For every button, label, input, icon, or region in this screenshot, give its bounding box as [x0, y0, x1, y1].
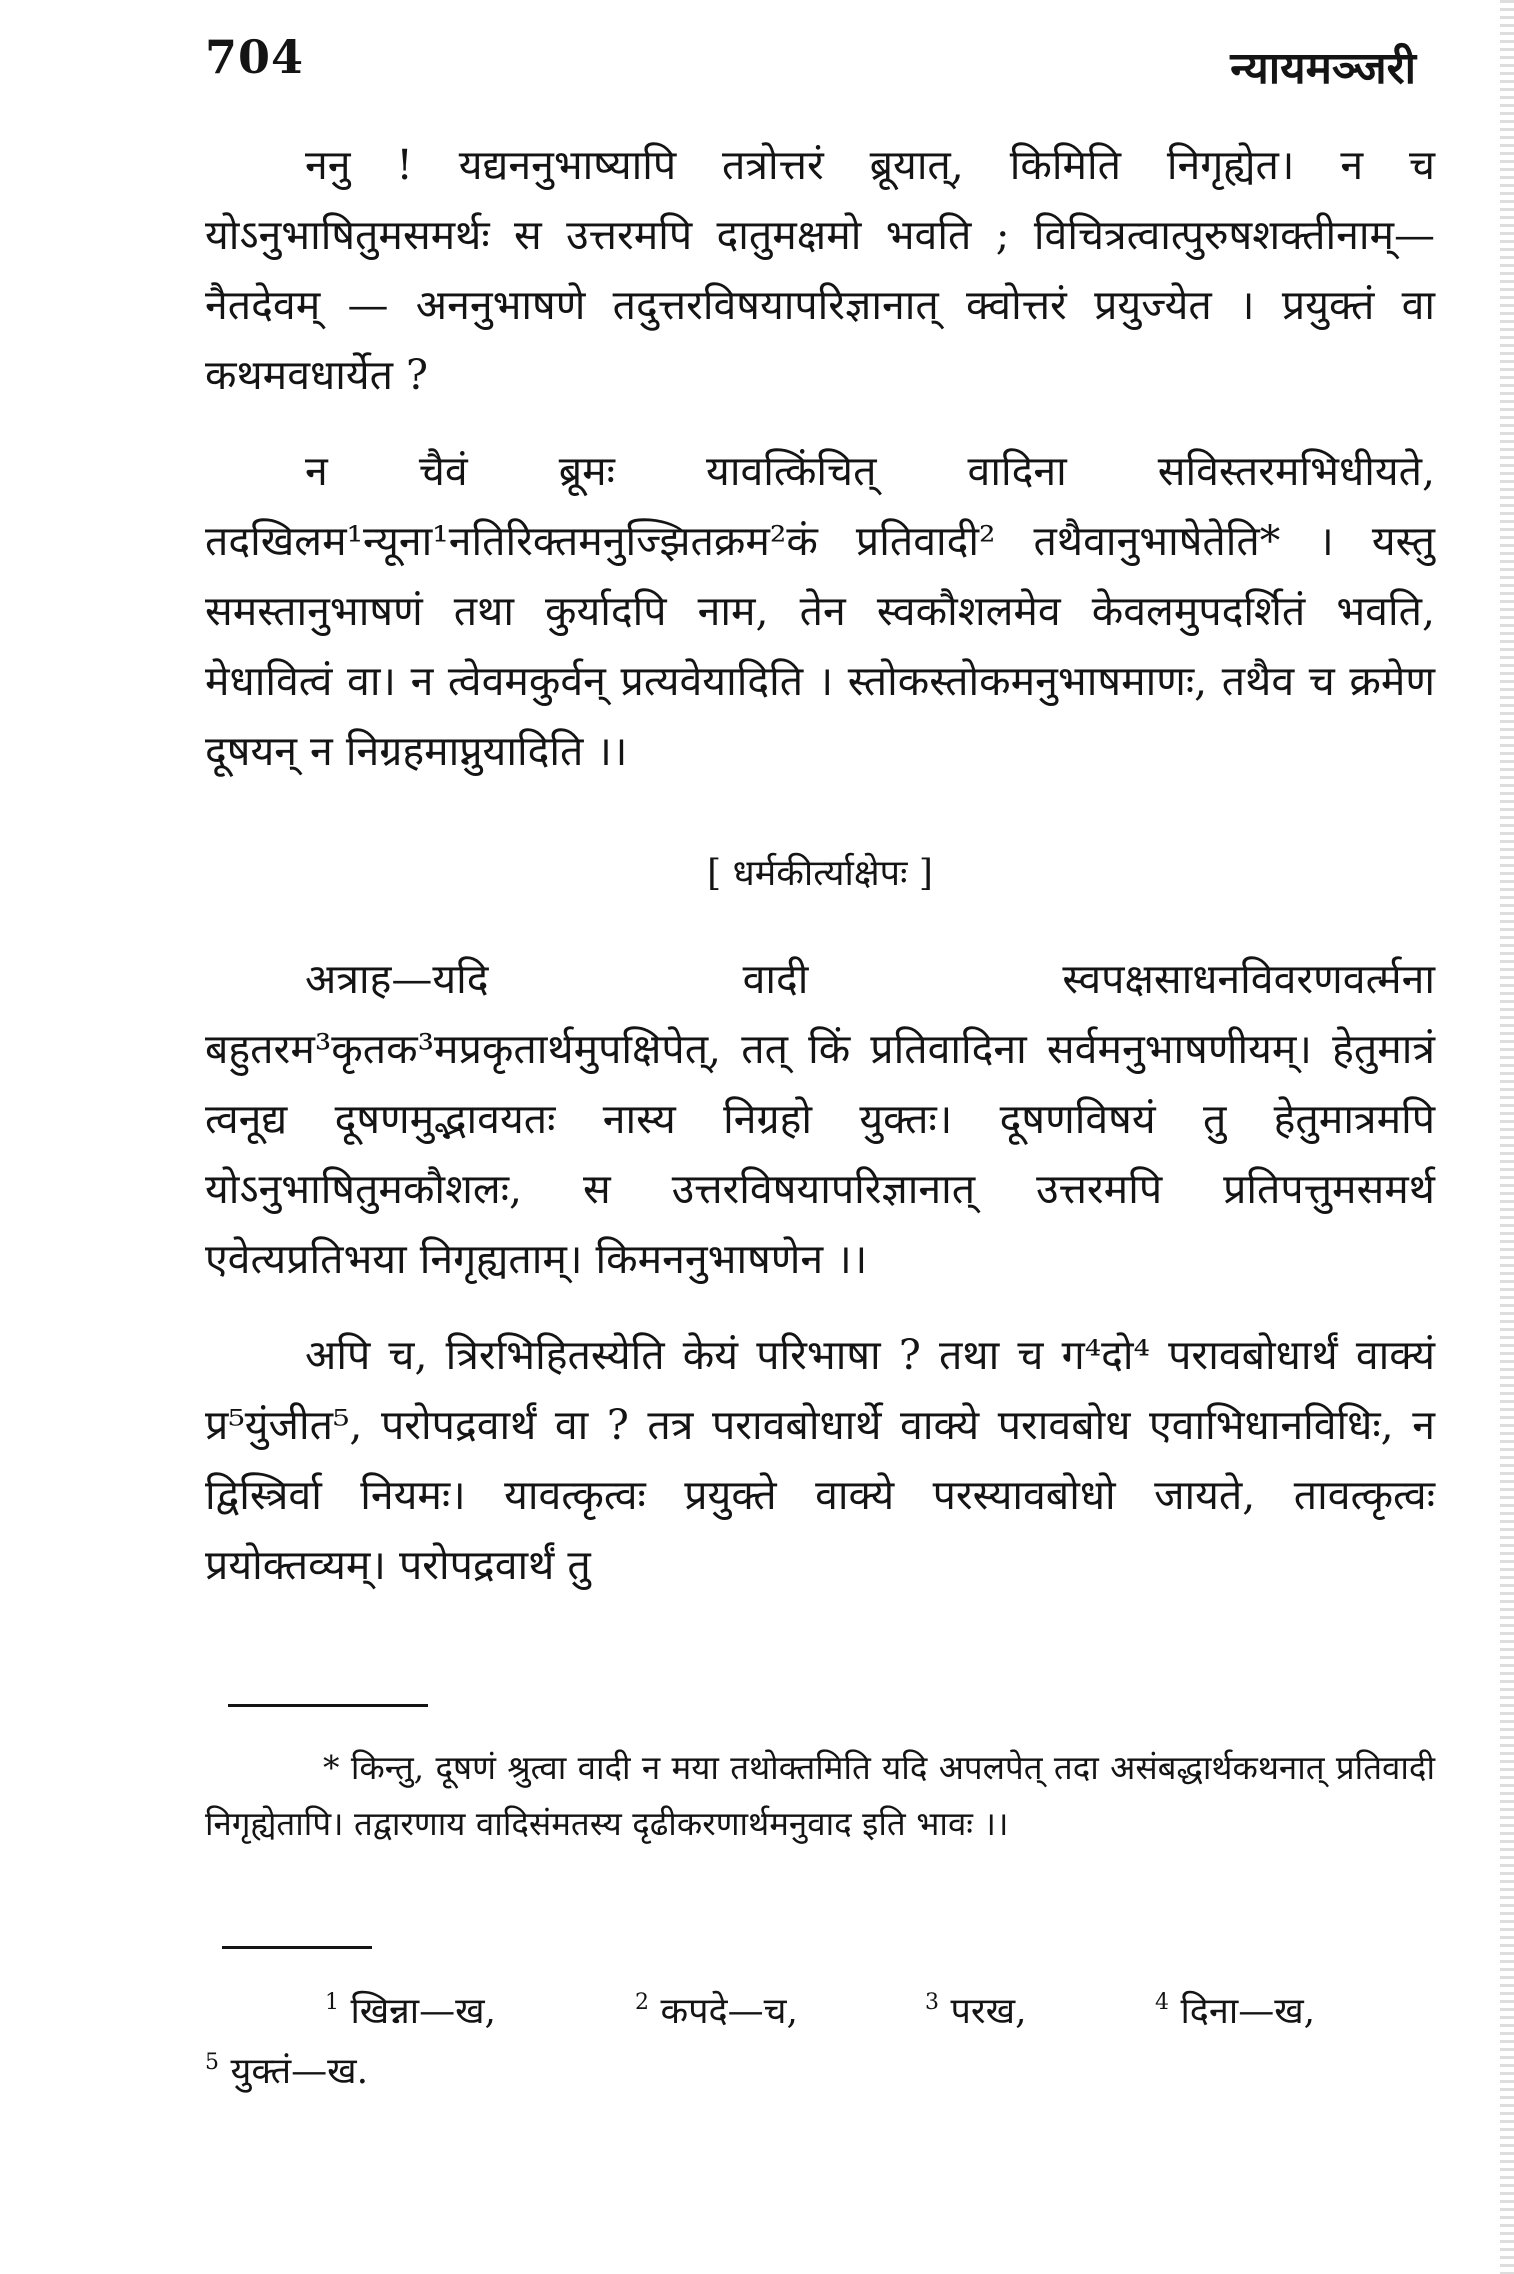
variant-mark: 4: [1155, 1990, 1169, 2015]
variant-1: [325, 1982, 635, 2042]
variant-5: [205, 2042, 368, 2102]
variant-mark: 2: [635, 1990, 649, 2015]
variant-4: [1155, 1982, 1315, 2042]
variant-text: दिना—ख,: [1180, 1991, 1316, 2032]
variant-mark: 5: [205, 2050, 219, 2075]
variant-mark: 1: [325, 1990, 339, 2015]
variant-text: कपदे—च,: [660, 1991, 798, 2032]
variant-2: [635, 1982, 925, 2042]
variant-readings: [205, 1982, 1435, 2102]
variant-text: युक्तं—ख.: [230, 2051, 369, 2092]
variant-text: खिन्ना—ख,: [350, 1991, 496, 2032]
variant-text: परख,: [950, 1991, 1027, 2032]
paragraph-1: ननु ! यद्यननुभाष्यापि तत्रोत्तरं ब्रूयात्, किमिति निगृह्येत। न च योऽनुभाषितुमसमर्थः स उत्तरमपि दातुमक्षमो भवति ; विचित्रत्वात्पुरुषशक्तीनाम्—नैतदेवम् — अननुभाषणे तदुत्तरविषयापरिज्ञानात् क्वोत्तरं प्रयुज्येत । प्रयुक्तं वा कथमवधार्येत ?: [205, 141, 1435, 399]
paragraph-4: अपि च, त्रिरभिहितस्येति केयं परिभाषा ? तथा च ग⁴दो⁴ परावबोधार्थं वाक्यं प्र⁵युंजीत⁵, परोपद्रवार्थं वा ? तत्र परावबोधार्थे वाक्ये परावबोध एवाभिधानविधिः, न द्विस्त्रिर्वा नियमः। यावत्कृत्वः प्रयुक्ते वाक्ये परस्यावबोधो जायते, तावत्कृत्वः प्रयोक्तव्यम्। परोपद्रवार्थं तु: [205, 1331, 1435, 1589]
paragraph-3: अत्राह—यदि वादी स्वपक्षसाधनविवरणवर्त्मना बहुतरम³कृतक³मप्रकृतार्थमुपक्षिपेत्, तत् किं प्रतिवादिना सर्वमनुभाषणीयम्। हेतुमात्रं त्वनूद्य दूषणमुद्भावयतः नास्य निग्रहो युक्तः। दूषणविषयं तु हेतुमात्रमपि योऽनुभाषितुमकौशलः, स उत्तरविषयापरिज्ञानात् उत्तरमपि प्रतिपत्तुमसमर्थ एवेत्यप्रतिभया निगृह्यताम्। किमननुभाषणेन ।।: [205, 955, 1435, 1283]
section-heading: [ धर्मकीर्त्याक्षेपः ]: [707, 853, 933, 894]
running-title: न्यायमञ्जरी: [1230, 43, 1416, 94]
page-number: 704: [205, 30, 305, 84]
footnote-text: * किन्तु, दूषणं श्रुत्वा वादी न मया तथोक्तमिति यदि अपलपेत् तदा असंबद्धार्थकथनात् प्रतिवादी निगृह्येतापि। तद्वारणाय वादिसंमतस्य दृढीकरणार्थमनुवाद इति भावः ।।: [205, 1748, 1435, 1843]
page-edge: [1500, 0, 1514, 2274]
footnote: [205, 1740, 1435, 1852]
variant-3: [925, 1982, 1155, 2042]
paragraph-2: न चैवं ब्रूमः यावत्किंचित् वादिना सविस्तरमभिधीयते, तदखिलम¹न्यूना¹नतिरिक्तमनुज्झितक्रम²कं प्रतिवादी² तथैवानुभाषेतेति* । यस्तु समस्तानुभाषणं तथा कुर्यादपि नाम, तेन स्वकौशलमेव केवलमुपदर्शितं भवति, मेधावित्वं वा। न त्वेवमकुर्वन् प्रत्यवेयादिति । स्तोकस्तोकमनुभाषमाणः, तथैव च क्रमेण दूषयन् न निग्रहमाप्नुयादिति ।।: [205, 447, 1435, 775]
main-text: [205, 130, 1435, 1600]
variant-mark: 3: [925, 1990, 939, 2015]
variants-divider: [222, 1946, 372, 1949]
footnote-divider: [228, 1704, 428, 1707]
